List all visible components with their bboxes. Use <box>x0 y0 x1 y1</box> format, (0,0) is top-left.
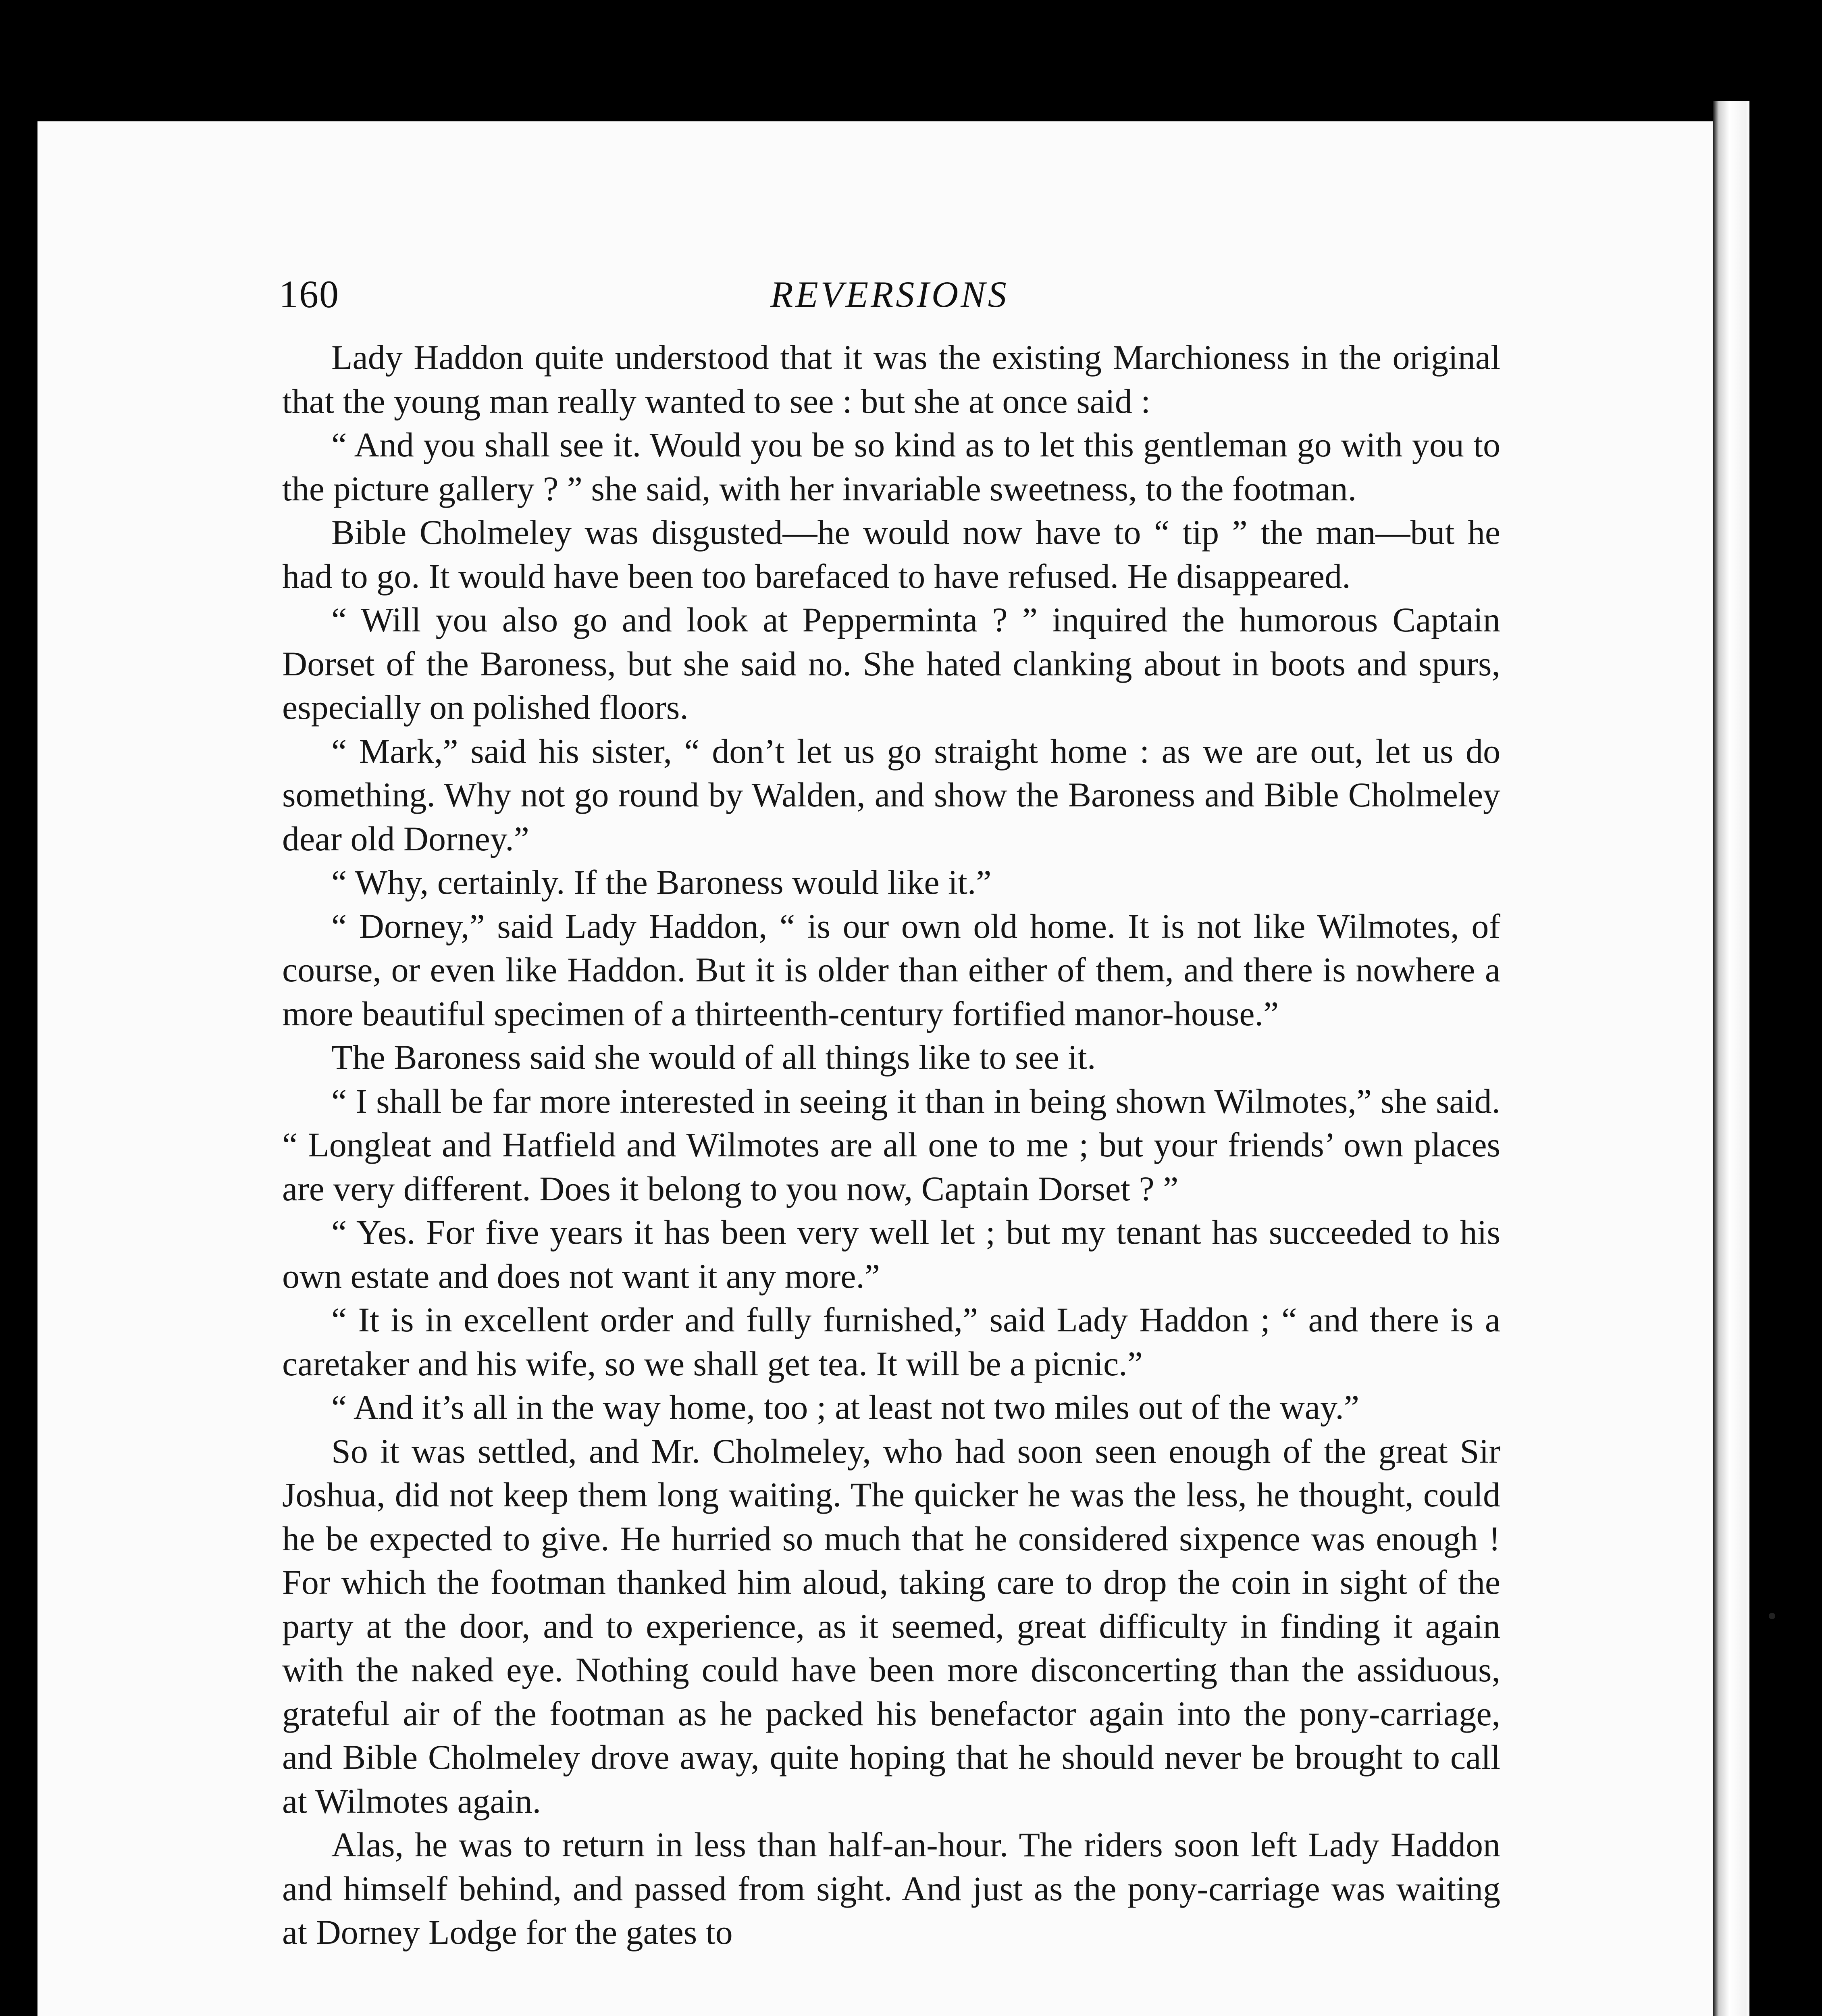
paragraph: “ I shall be far more interested in seeing it than in being shown Wilmotes,” she said. “ Longleat and Hatfield and Wilmotes are all one to me ; but your friends’ own places are very different. Does it belong to you now, Captain Dorset ? ” <box>282 1081 1500 1208</box>
paragraph: So it was settled, and Mr. Cholmeley, who had soon seen enough of the great Sir Joshua, did not keep them long waiting. The quicker he was the less, he thought, could he be expected to give. He hurried so much that he considered sixpence was enough ! For which the footman thanked him aloud, taking care to drop the coin in sight of the party at the door, and to experience, as it seemed, great difficulty in finding it again with the naked eye. Nothing could have been more disconcerting than the assiduous, grateful air of the footman as he packed his benefactor again into the pony-carriage, and Bible Cholmeley drove away, quite hoping that he should never be brought to call at Wilmotes again. <box>282 1431 1500 1820</box>
paragraph: “ And it’s all in the way home, too ; at least not two miles out of the way.” <box>331 1388 1360 1427</box>
page-edge-shadow <box>1713 101 1749 2016</box>
page-header <box>279 262 1500 327</box>
paragraph: “ And you shall see it. Would you be so kind as to let this gentleman go with you to the picture gallery ? ” she said, with her invariable sweetness, to the footman. <box>282 425 1500 508</box>
paragraph: The Baroness said she would of all things like to see it. <box>331 1038 1096 1077</box>
paragraph: “ Will you also go and look at Pepperminta ? ” inquired the humorous Captain Dorset of the Baroness, but she said no. She hated clanking about in boots and spurs, especially on polished floors. <box>282 600 1500 727</box>
paragraph: “ Mark,” said his sister, “ don’t let us go straight home : as we are out, let us do something. Why not go round by Walden, and show the Baroness and Bible Cholmeley dear old Dorney.” <box>282 731 1500 858</box>
scan-speck <box>1769 1613 1775 1619</box>
paragraph: “ Why, certainly. If the Baroness would like it.” <box>331 863 992 902</box>
body-text <box>282 335 1500 1954</box>
page-number: 160 <box>279 273 339 316</box>
paragraph: Lady Haddon quite understood that it was the existing Marchioness in the original that the young man really wanted to see : but she at once said : <box>282 338 1500 421</box>
paragraph: “ It is in excellent order and fully furnished,” said Lady Haddon ; “ and there is a caretaker and his wife, so we shall get tea. It will be a picnic.” <box>282 1300 1500 1383</box>
paragraph: “ Yes. For five years it has been very well let ; but my tenant has succeeded to his own estate and does not want it any more.” <box>282 1213 1500 1295</box>
running-head-title: REVERSIONS <box>770 274 1009 315</box>
paragraph: Bible Cholmeley was disgusted—he would now have to “ tip ” the man—but he had to go. It would have been too barefaced to have refused. He disappeared. <box>282 513 1500 596</box>
paragraph: Alas, he was to return in less than half-an-hour. The riders soon left Lady Haddon and himself behind, and passed from sight. And just as the pony-carriage was waiting at Dorney Lodge for the gates to <box>282 1825 1500 1951</box>
paragraph: “ Dorney,” said Lady Haddon, “ is our own old home. It is not like Wilmotes, of course, or even like Haddon. But it is older than either of them, and there is nowhere a more beautiful specimen of a thirteenth-century fortified manor-house.” <box>282 906 1500 1033</box>
